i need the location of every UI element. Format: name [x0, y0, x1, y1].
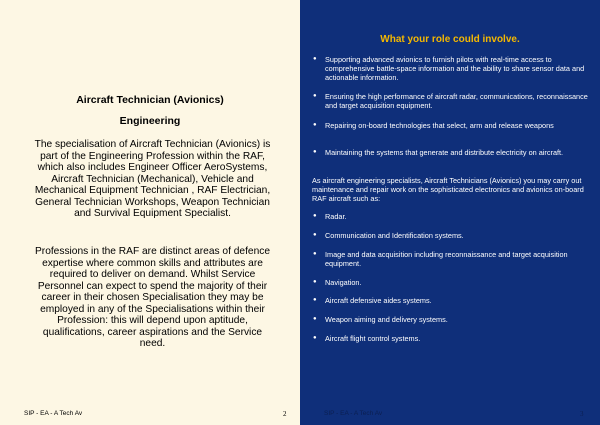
page-number: 2 — [283, 410, 287, 418]
list-item: ● Communication and Identification systems. — [313, 231, 464, 240]
list-item: ● Navigation. — [313, 278, 362, 287]
page-number: 3 — [580, 410, 584, 418]
bullet-icon: ● — [313, 316, 317, 322]
list-item: ● Ensuring the high performance of aircraft radar, communications, reconnaissance and target acquisition equipment. — [313, 92, 588, 110]
list-item: ● Weapon aiming and delivery systems. — [313, 315, 448, 324]
list-item: ● Aircraft defensive aides systems. — [313, 296, 432, 305]
bullet-icon: ● — [313, 93, 317, 99]
bullet-icon: ● — [313, 251, 317, 257]
bullet-icon: ● — [313, 279, 317, 285]
list-item: ● Radar. — [313, 212, 347, 221]
bullet-icon: ● — [313, 122, 317, 128]
page-title: Aircraft Technician (Avionics) — [76, 94, 224, 106]
bullet-icon: ● — [313, 335, 317, 341]
list-item: ● Repairing on-board technologies that select, arm and release weapons — [313, 121, 554, 130]
profession-heading: Engineering — [119, 115, 181, 127]
bullet-icon: ● — [313, 213, 317, 219]
role-heading: What your role could involve. — [380, 34, 520, 45]
footer-label: SIP - EA - A Tech Av — [324, 410, 383, 417]
list-item: ● Aircraft flight control systems. — [313, 334, 421, 343]
footer-label: SIP - EA - A Tech Av — [24, 410, 83, 417]
intro-paragraph: As aircraft engineering specialists, Aircraft Technicians (Avionics) you may carry out maintenance and repair work on the sophisticated electronics and avionics on-board RAF aircraft such as: — [312, 176, 584, 203]
professions-paragraph: Professions in the RAF are distinct areas of defence expertise where common skills and attributes are required to deliver on demand. Whilst Service Personnel can expect to spend the majority of their career in their chosen Specialisation they may be employed in any of the Specialisations within their Profession: this will depend upon aptitude, qualifications, career aspirations and the Service need. — [35, 246, 270, 349]
right-page — [300, 0, 600, 425]
bullet-icon: ● — [313, 297, 317, 303]
list-item: ● Image and data acquisition including reconnaissance and target acquisition equipment. — [313, 250, 568, 268]
bullet-icon: ● — [313, 149, 317, 155]
bullet-icon: ● — [313, 56, 317, 62]
bullet-icon: ● — [313, 232, 317, 238]
list-item: ● Maintaining the systems that generate and distribute electricity on aircraft. — [313, 148, 564, 157]
specialisation-paragraph: The specialisation of Aircraft Technician (Avionics) is part of the Engineering Profession within the RAF, which also includes Engineer Officer AeroSystems, Aircraft Technician (Mechanical), Vehicle and Mechanical Equipment Technician , RAF Electrician, General Technician Workshops, Weapon Technician and Survival Equipment Specialist. — [34, 139, 271, 219]
list-item: ● Supporting advanced avionics to furnish pilots with real-time access to comprehensive battle-space information and the ability to share sensor data and actionable information. — [313, 55, 585, 82]
